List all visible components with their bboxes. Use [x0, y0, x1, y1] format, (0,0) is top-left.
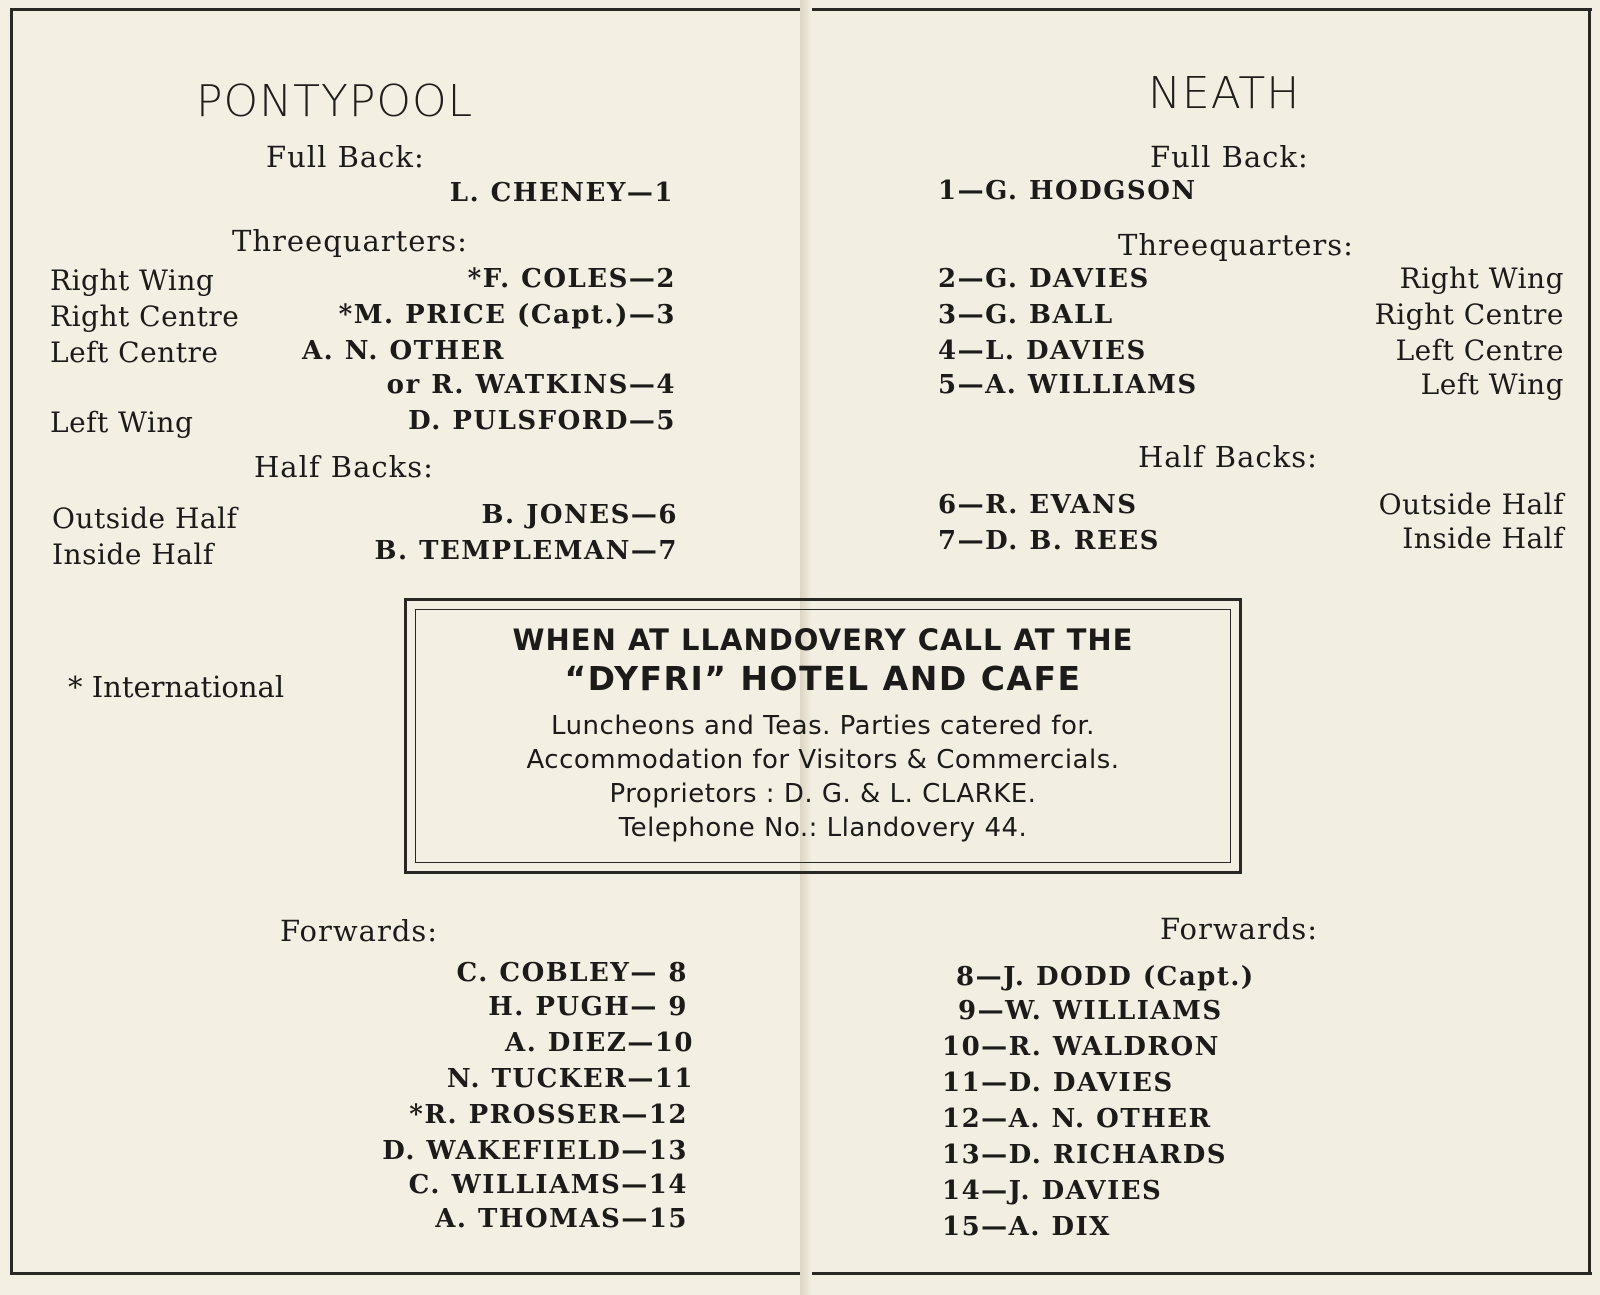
pontypool-player: B. JONES—6: [481, 500, 678, 530]
neath-position: Left Wing: [1420, 368, 1564, 401]
advert-line-3: Luncheons and Teas. Parties catered for.: [551, 711, 1095, 741]
pontypool-player: *F. COLES—2: [467, 264, 676, 294]
neath-player: 4—L. DAVIES: [938, 336, 1147, 366]
pontypool-forward: C. WILLIAMS—14: [408, 1170, 688, 1200]
team-name-pontypool: PONTYPOOL: [196, 76, 474, 127]
neath-forwards-heading: Forwards:: [1160, 912, 1319, 946]
right-top-rule: [812, 8, 1592, 11]
left-top-rule: [10, 8, 800, 11]
left-side-rule: [10, 10, 13, 1272]
pontypool-forward: H. PUGH— 9: [488, 992, 688, 1022]
pontypool-forward: *R. PROSSER—12: [409, 1100, 688, 1130]
pontypool-player: A. N. OTHER: [302, 336, 505, 366]
neath-forward: 12—A. N. OTHER: [942, 1104, 1212, 1134]
neath-position: Right Centre: [1374, 298, 1564, 331]
neath-forward: 9—W. WILLIAMS: [958, 996, 1223, 1026]
advert-line-2: “DYFRI” HOTEL AND CAFE: [564, 659, 1082, 698]
pontypool-position: Left Centre: [50, 336, 219, 369]
neath-forward: 11—D. DAVIES: [942, 1068, 1174, 1098]
neath-threequarters-heading: Threequarters:: [1118, 228, 1354, 262]
pontypool-player: *M. PRICE (Capt.)—3: [338, 300, 676, 330]
advert-line-6: Telephone No.: Llandovery 44.: [618, 813, 1028, 843]
neath-full-back-heading: Full Back:: [1150, 140, 1309, 174]
pontypool-forward: A. THOMAS—15: [435, 1204, 688, 1234]
neath-forward: 13—D. RICHARDS: [942, 1140, 1228, 1170]
neath-player: 7—D. B. REES: [938, 526, 1160, 556]
right-bottom-rule: [812, 1272, 1592, 1275]
neath-forward: 8—J. DODD (Capt.): [956, 962, 1255, 992]
neath-half-backs-heading: Half Backs:: [1138, 440, 1318, 474]
pontypool-forward: C. COBLEY— 8: [456, 958, 688, 988]
pontypool-full-back-heading: Full Back:: [266, 140, 425, 174]
pontypool-full-back-name: L. CHENEY—1: [449, 178, 674, 208]
left-bottom-rule: [10, 1272, 800, 1275]
right-side-rule: [1588, 10, 1591, 1272]
advert-line-5: Proprietors : D. G. & L. CLARKE.: [609, 779, 1037, 809]
pontypool-forward: N. TUCKER—11: [446, 1064, 694, 1094]
neath-player: 3—G. BALL: [938, 300, 1114, 330]
pontypool-position: Left Wing: [50, 406, 194, 439]
neath-position: Left Centre: [1395, 334, 1564, 367]
neath-position: Right Wing: [1399, 262, 1564, 295]
team-name-neath: NEATH: [1148, 68, 1301, 119]
neath-player: 6—R. EVANS: [938, 490, 1138, 520]
neath-position: Inside Half: [1402, 522, 1564, 555]
neath-forward: 10—R. WALDRON: [942, 1032, 1220, 1062]
pontypool-position: Right Wing: [50, 264, 215, 297]
neath-forward: 15—A. DIX: [942, 1212, 1111, 1242]
pontypool-forwards-heading: Forwards:: [280, 914, 439, 948]
hotel-advert-box: [404, 598, 1242, 874]
neath-forward: 14—J. DAVIES: [942, 1176, 1163, 1206]
pontypool-player: D. PULSFORD—5: [408, 406, 676, 436]
neath-player: 5—A. WILLIAMS: [938, 370, 1198, 400]
advert-line-4: Accommodation for Visitors & Commercials.: [526, 745, 1120, 775]
pontypool-player: or R. WATKINS—4: [386, 370, 676, 400]
pontypool-forward: D. WAKEFIELD—13: [382, 1136, 688, 1166]
pontypool-forward: A. DIEZ—10: [505, 1028, 694, 1058]
international-footnote: * International: [68, 670, 285, 704]
neath-position: Outside Half: [1378, 488, 1564, 521]
neath-player: 2—G. DAVIES: [938, 264, 1150, 294]
advert-line-1: WHEN AT LLANDOVERY CALL AT THE: [512, 623, 1134, 657]
pontypool-player: B. TEMPLEMAN—7: [374, 536, 678, 566]
pontypool-position: Right Centre: [50, 300, 240, 333]
pontypool-position: Outside Half: [52, 502, 238, 535]
pontypool-half-backs-heading: Half Backs:: [254, 450, 434, 484]
pontypool-threequarters-heading: Threequarters:: [232, 224, 468, 258]
neath-full-back-name: 1—G. HODGSON: [938, 176, 1197, 206]
pontypool-position: Inside Half: [52, 538, 214, 571]
